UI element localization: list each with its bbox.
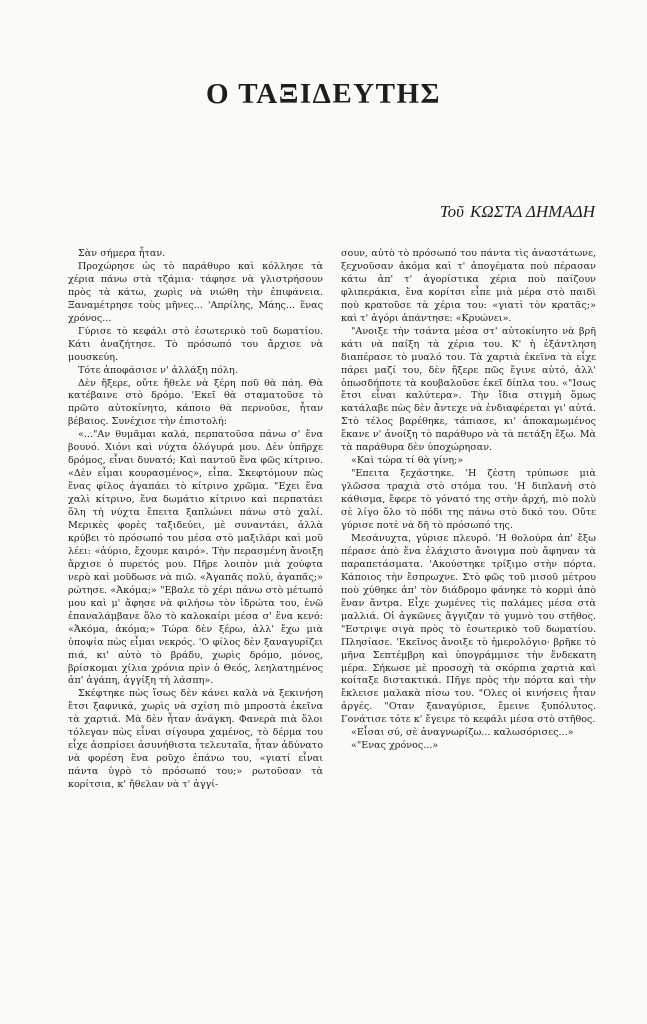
paragraph: Προχώρησε ὡς τὸ παράθυρο καὶ κόλλησε τὰ χέρια πάνω στὰ τζάμια· τάφησε νὰ γλιστρήσουν πρὸς τὰ κάτω, χωρὶς νὰ νιώθη τὴν ἐπιφάνεια. Ξαναμέτρησε τοὺς μῆνες... 'Απρίλης, Μάης... ἕνας χρόνος... — [68, 260, 323, 324]
paragraph: Τότε ἀποφάσισε ν' ἀλλάξη πόλη. — [78, 364, 238, 376]
paragraph: Δὲν ἤξερε, οὔτε ἤθελε νὰ ξέρη ποῦ θὰ πάη. Θὰ κατέβαινε στὸ δρόμο. 'Εκεῖ θὰ σταματοῦσε τὸ πρῶτο αὐτοκίνητο, κάποιο θὰ περνοῦσε, ἦταν βέβαιος. Συνέχισε τὴν ἐπιστολή: — [68, 377, 323, 428]
column-right — [341, 248, 596, 792]
paragraph: «"Ενας χρόνος...» — [351, 740, 439, 752]
paragraph: "Ανοιξε τὴν τσάντα μέσα στ' αὐτοκίνητο νὰ βρῆ κάτι νὰ παίξη τὰ χέρια του. Κ' ἡ ἐξάντληση διαπέρασε τὸ μυαλό του. Τὰ χαρτιὰ ἐκεῖνα τὰ εἶχε πάρει μαζί του, δὲν ἤξερε πῶς ἔγινε αὐτό, ἀλλ' ὁπωσδήποτε τὰ κουβαλοῦσε ἐκεῖ δίπλα του. «"Ισως ἔτσι εἶναι καλύτερα». Τὴν ἴδια στιγμὴ ὅμως κατάλαβε πὼς δὲν ἄντεχε νὰ ἐνδιαφέρεται γι' αὐτά. Στὸ τέλος βαρέθηκε, τάπιασε, κι' ἀποκαμωμένος ἔκανε ν' ἀνοίξη τὸ παράθυρο νὰ τὰ πετάξη ἔξω. Μὰ τὰ παράθυρα δὲν ὑποχώρησαν. — [341, 325, 596, 454]
paragraph: Γύρισε τὸ κεφάλι στὸ ἐσωτερικὸ τοῦ δωματίου. Κάτι ἀναζήτησε. Τὸ πρόσωπό του ἄρχισε νὰ μουσκεύη. — [68, 325, 323, 363]
article-body — [68, 248, 596, 792]
byline — [440, 202, 595, 222]
paragraph: «..."Αν θυμᾶμαι καλά, περπατοῦσα πάνω σ' ἕνα βουνό. Χιόνι καὶ νύχτα ὁλόγυρά μου. Δὲν ὑπῆρχε δρόμος, εἶναι δυνατό; Καὶ παντοῦ ἕνα φῶς κίτρινο. «Δὲν εἶμαι κουρασμένος», εἶπα. Σκεφτόμουν πὼς ἕνας φίλος ἀγαπάει τὸ κίτρινο χρῶμα. "Εχει ἕνα χαλὶ κίτρινο, ἕνα δωμάτιο κίτρινο καὶ περπατάει ὅλη τὴ νύχτα ἔπειτα ξαπλώνει πάνω στὸ χαλί. Μερικὲς φορὲς ταξιδεύει, μὲ συναντάει, ἀλλὰ κρύβει τὸ πρόσωπό του μέσα στὸ μαξιλάρι καὶ μοῦ λέει: «ἀύριο, ἔχουμε καιρό». Τὴν περασμένη ἄνοιξη ἄρχισε ὁ πυρετός μου. Πῆρε λοιπὸν μιὰ χούφτα νερὸ καὶ μοῦδωσε νὰ πιῶ. «Ἀγαπᾶς πολύ, ἀγαπᾶς;» ρώτησε. «Ἀκόμα;» "Εβαλε τὸ χέρι πάνω στὸ μέτωπό μου καὶ μ' ἄφησε νὰ φιλήσω τὸν ἱδρώτα του, ἐνῶ ἐπαναλάμβανε ὅλο τὸ καλοκαίρι μέσα σ' ἕνα κενό: «Ἀκόμα, ἀκόμα;» Τώρα δὲν ξέρω, ἀλλ' ἔχω μιὰ ὑποψία πὼς εἶμαι νεκρός. 'Ο φίλος δὲν ξαναγυρίζει πιά, κι' αὐτὸ τὸ βράδυ, χωρὶς δρόμο, μόνος, βρίσκομαι χίλια χρόνια πρὶν ὁ Θεός, λεηλατημένος ἀπ' ἀγάπη, ἀγγίξη τὴ λάσπη». — [68, 429, 323, 687]
paragraph: Σὰν σήμερα ἦταν. — [78, 248, 166, 259]
paragraph: Σκέφτηκε πὼς ἴσως δὲν κάνει καλὰ νὰ ξεκινήση ἔτσι ξαφνικά, χωρὶς νὰ σχίση πιὸ μπροστὰ ἐκεῖνα τὰ χαρτιά. Μὰ δὲν ἦταν ἀνάγκη. Φανερὰ πιὰ ὅλοι τόλεγαν πὼς εἶναι σίγουρα χαμένος, τὸ δέρμα του εἶχε ἀσπρίσει ἀσυνήθιστα τελευταῖα, ἦταν ἀδύνατο νὰ φορέση ἕνα ροῦχο ἐπάνω του, «γιατί εἶναι πάντα ὑγρὸ τὸ πρόσωπό του;» ρωτοῦσαν τὰ κορίτσια, κ' ἤθελαν νὰ τ' ἀγγί- — [68, 688, 323, 791]
byline-author: ΚΩΣΤΑ ΔΗΜΑΔΗ — [469, 202, 595, 221]
paragraph: «Καὶ τώρα τί θὰ γίνη;» — [351, 455, 464, 467]
paragraph: σουν, αὐτὸ τὸ πρόσωπό του πάντα τὶς ἀναστάτωνε, ξεχνοῦσαν ἀκόμα καὶ τ' ἀπογέματα ποὺ πέρασαν κάτω ἀπ' τ' ἀγορίστικα χέρια ποὺ παίζουν φλιπεράκια, ἕνα κορίτσι εἶπε μιὰ μέρα στὸ παιδὶ ποὺ κρατοῦσε τὰ χέρια του: «γιατὶ τὸν κρατᾶς;» καὶ τ' ἀγόρι ἀπάντησε: «Κρυώνει». — [341, 248, 596, 324]
byline-prefix: Τοῦ — [439, 202, 464, 221]
column-left — [68, 248, 323, 792]
paragraph: "Επειτα ξεχάστηκε. 'Η ζέστη τρύπωσε μιὰ γλῶσσα τραχιὰ στὸ στόμα του. 'Η διπλανὴ στὸ κάθισμα, ἔφερε τὸ γόνατό της στὴν ἀρχή, πιὸ πολὺ σὲ λίγο ὅλο τὸ πόδι της πάνω στὸ δικό του. Οὔτε γύρισε ποτὲ νὰ δῆ τὸ πρόσωπό της. — [341, 468, 596, 532]
paragraph: Μεσάνυχτα, γύρισε πλευρό. 'Η θολούρα ἀπ' ἔξω πέρασε ἀπὸ ἕνα ἐλάχιστο ἄνοιγμα ποὺ ἄφηναν τὰ παραπετάσματα. 'Ακούστηκε τρίξιμο στὴν πόρτα. Κάποιος τὴν ἔσπρωχνε. Στὸ φῶς τοῦ μισοῦ μέτρου ποὺ χύθηκε ἀπ' τὸν διάδρομο φάνηκε τὸ κορμὶ ἀπὸ ἕναν ἄντρα. Εἶχε χωμένες τὶς παλάμες μέσα στὰ μαλλιά. Οἱ ἀγκῶνες ἄγγιζαν τὸ γυμνὸ του στῆθος. "Εστριψε σιγὰ πρὸς τὸ ἐσωτερικὸ τοῦ δωματίου. Πλησίασε. 'Εκεῖνος ἄνοιξε τὸ ἡμερολόγιο· βρῆκε τὸ μῆνα Σεπτέμβρη καὶ ὑπογράμμισε τὴν ἕνδεκατη μέρα. Σήκωσε μὲ προσοχὴ τὰ σκόρπια χαρτιὰ καὶ κοίταξε διστακτικά. Πῆγε πρὸς τὴν πόρτα καὶ τὴν ἔκλεισε μαλακὰ πίσω του. "Ολες οἱ κινήσεις ἦταν ἀργές. "Οταν ξαναγύρισε, ἔμεινε ξυπόλυτος. Γονάτισε τότε κ' ἔγειρε τὸ κεφάλι μέσα στὸ στῆθος. — [341, 532, 596, 726]
paragraph: «Εἶσαι σύ, σὲ ἀναγνωρίζω... καλωσόρισες...» — [351, 727, 574, 739]
article-title: Ο ΤΑΞΙΔΕΥΤΗΣ — [205, 78, 441, 110]
